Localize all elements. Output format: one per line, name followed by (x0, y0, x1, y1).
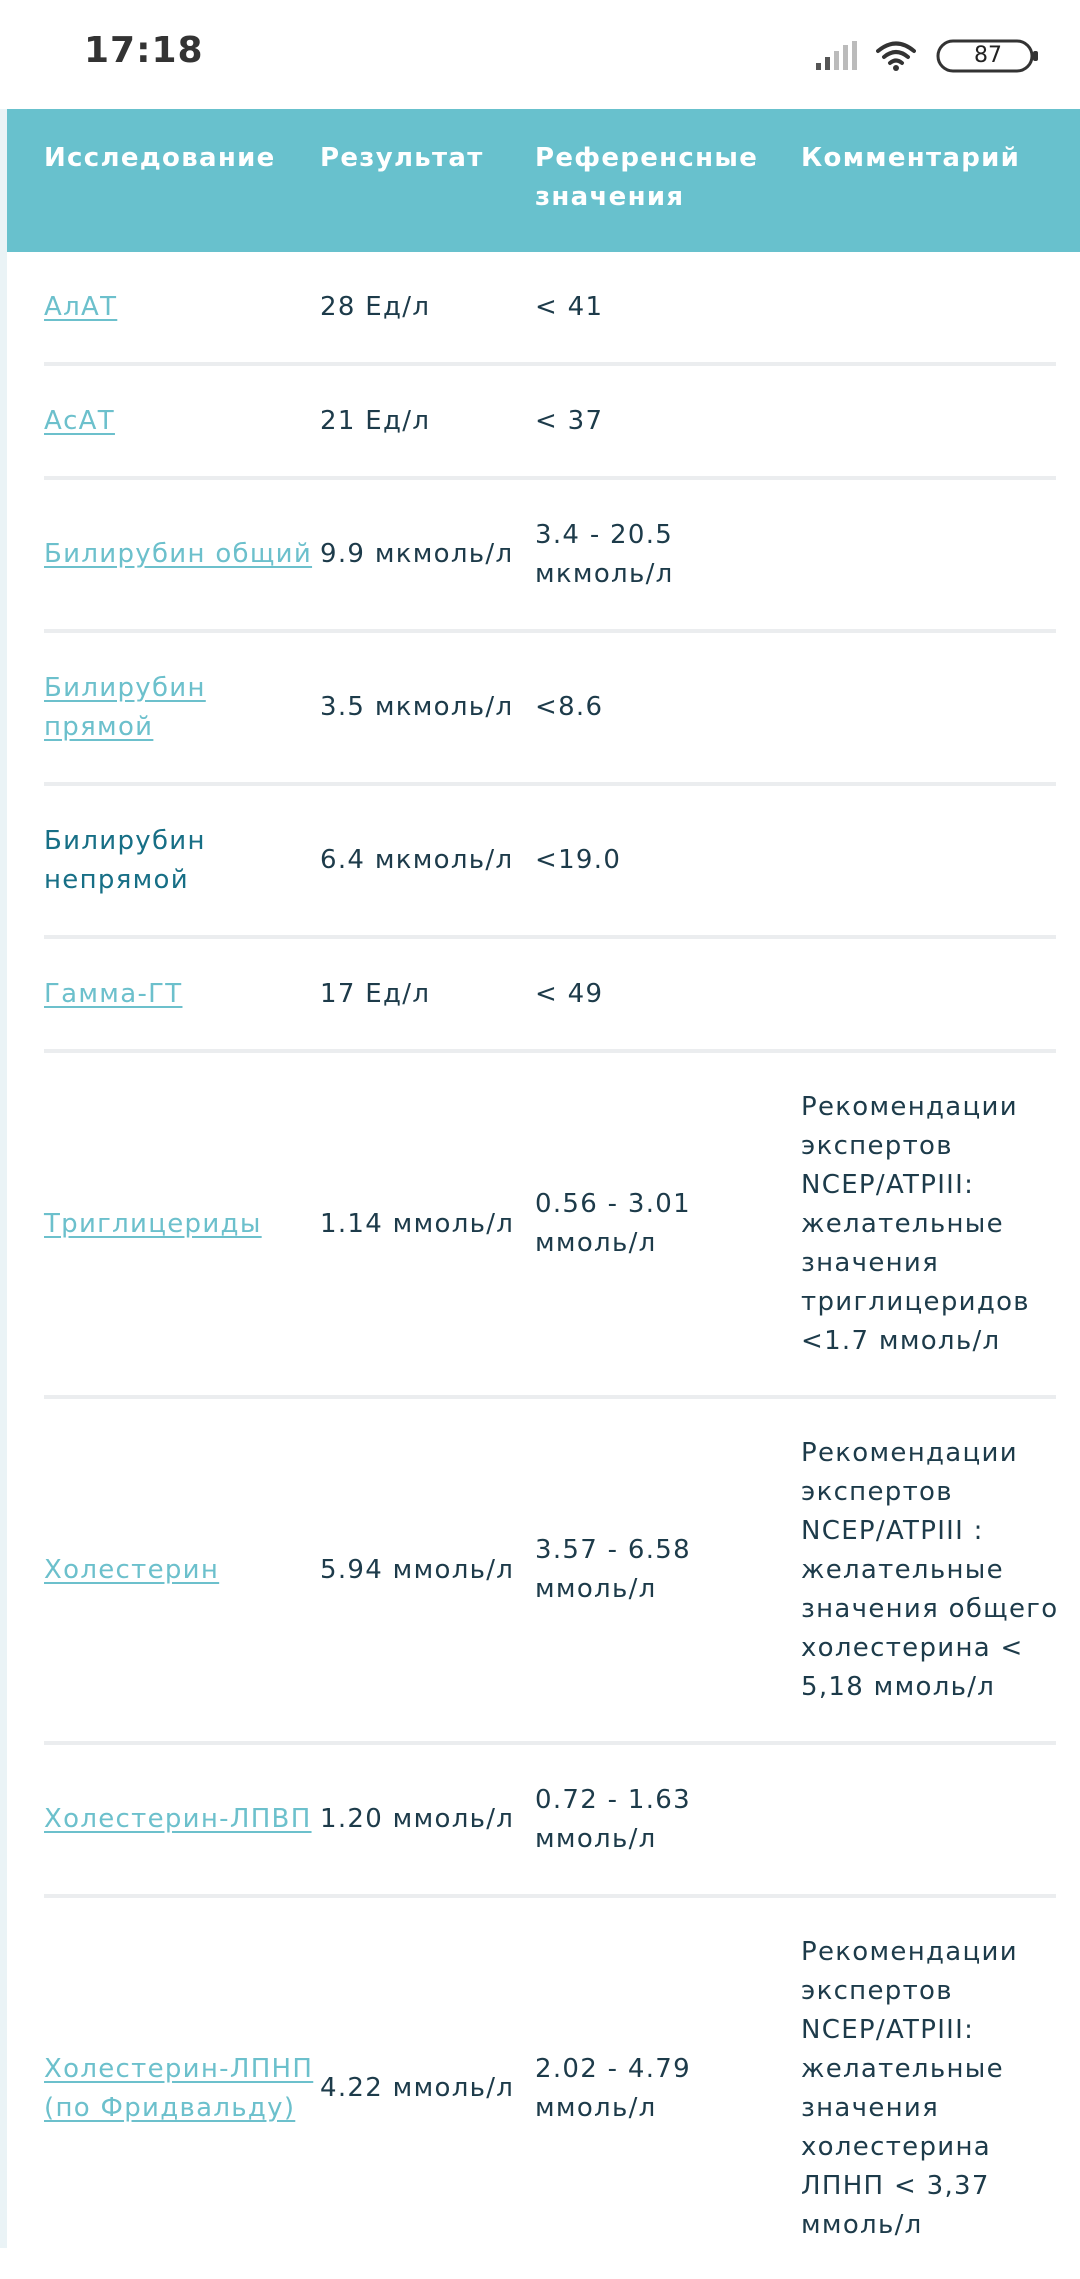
result-value: 1.14 ммоль/л (320, 1208, 515, 1239)
result-value: 3.5 мкмоль/л (320, 692, 514, 722)
result-value: 6.4 мкмоль/л (320, 845, 514, 875)
study-link[interactable]: Билирубин общий (44, 539, 313, 569)
header-study: Исследование (44, 143, 276, 173)
reference-value: <19.0 (535, 845, 622, 875)
header-result: Результат (320, 143, 484, 173)
study-link[interactable]: АсАТ (44, 405, 115, 436)
reference-value: 3.57 - 6.58 ммоль/л (535, 1535, 691, 1604)
table-row (44, 786, 1056, 939)
header-comment: Комментарий (801, 143, 1021, 173)
study-link[interactable]: АлАТ (44, 291, 118, 322)
reference-value: 2.02 - 4.79 ммоль/л (535, 2053, 691, 2123)
study-link[interactable]: Холестерин-ЛПВП (44, 1804, 312, 1834)
result-value: 17 Ед/л (320, 978, 431, 1009)
status-icons (814, 36, 1040, 76)
comment-text: Рекомендации экспертов NCEP/ATPIII : желательные значения общего холестерина < 5,18 ммоль/л (801, 1437, 1059, 1702)
table-row (44, 1399, 1059, 1745)
reference-value: 0.56 - 3.01 ммоль/л (535, 1189, 691, 1258)
comment-text: Рекомендации экспертов NCEP/ATPIII: желательные значения холестерина ЛПНП < 3,37 ммоль/л (801, 1936, 1018, 2240)
result-value: 4.22 ммоль/л (320, 2073, 515, 2103)
reference-value: < 41 (535, 291, 604, 322)
battery-icon (936, 39, 1040, 73)
study-link[interactable]: Гамма-ГТ (44, 978, 183, 1009)
result-value: 5.94 ммоль/л (320, 1554, 515, 1585)
reference-value: < 49 (535, 978, 604, 1009)
table-row (44, 1898, 1056, 2279)
battery-level: 87 (974, 43, 1002, 68)
table-header (7, 109, 1080, 252)
study-link[interactable]: Билирубин прямой (44, 672, 206, 742)
reference-value: < 37 (535, 405, 604, 436)
status-time: 17:18 (84, 30, 204, 71)
reference-value: 3.4 - 20.5 мкмоль/л (535, 519, 674, 589)
table-row (44, 480, 1056, 633)
table-row (44, 633, 1056, 786)
table-row (44, 939, 1056, 1053)
result-value: 1.20 ммоль/л (320, 1804, 515, 1834)
result-value: 21 Ед/л (320, 405, 431, 436)
table-row (44, 1053, 1056, 1399)
results-table (7, 109, 1080, 2279)
header-reference: Референсные значения (535, 143, 759, 212)
signal-icon (814, 41, 858, 71)
study-link[interactable]: Триглицериды (44, 1208, 262, 1239)
study-name: Билирубин непрямой (44, 825, 206, 895)
left-edge (0, 109, 7, 2248)
result-value: 28 Ед/л (320, 291, 431, 322)
result-value: 9.9 мкмоль/л (320, 539, 514, 569)
table-row (44, 1745, 1056, 1898)
comment-text: Рекомендации экспертов NCEP/ATPIII: желательные значения триглицеридов <1.7 ммоль/л (801, 1091, 1030, 1356)
table-row (44, 252, 1056, 366)
reference-value: <8.6 (535, 692, 604, 722)
table-row (44, 366, 1056, 480)
wifi-icon (876, 40, 916, 72)
study-link[interactable]: Холестерин-ЛПНП (по Фридвальду) (44, 2053, 314, 2123)
reference-value: 0.72 - 1.63 ммоль/л (535, 1784, 691, 1854)
status-bar (0, 0, 1080, 109)
study-link[interactable]: Холестерин (44, 1554, 220, 1585)
